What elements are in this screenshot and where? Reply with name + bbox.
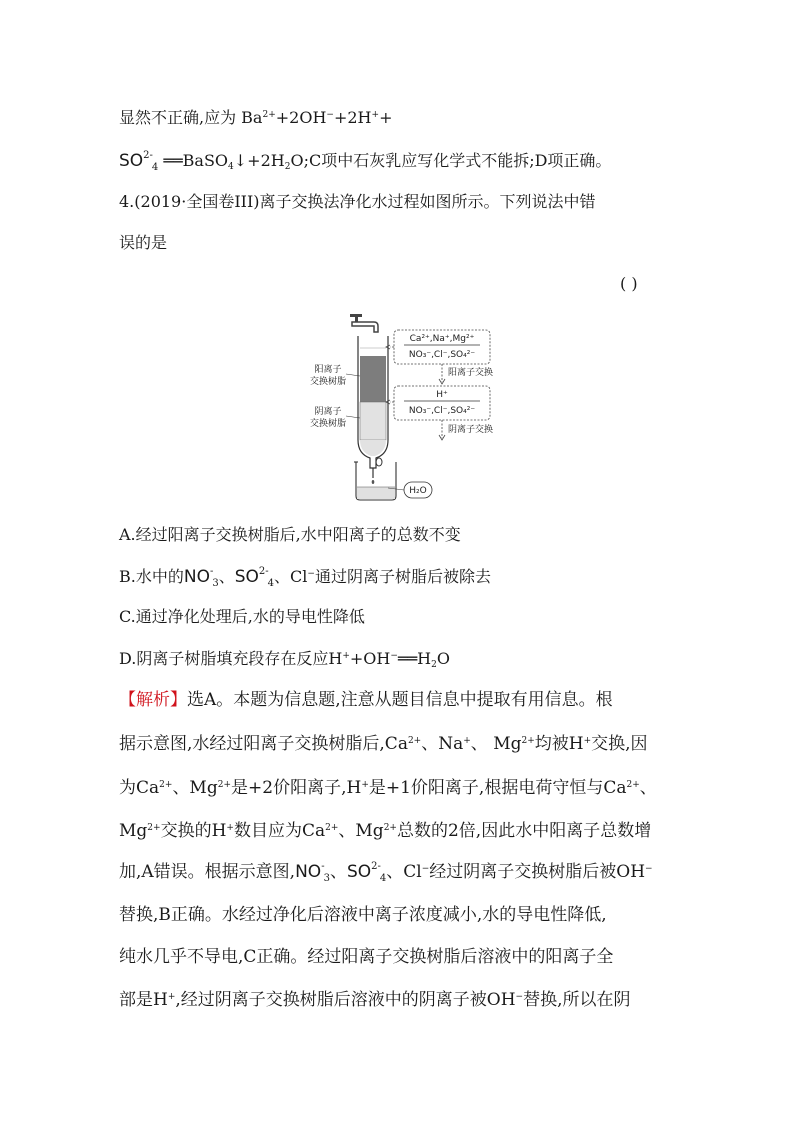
water-label: H₂O — [409, 486, 427, 496]
analysis-line-3: 为$Ca^{2+}$、$Mg^{2+}$是+2价阳离子,H+是+1价阳离子,根据电荷守恒与$Ca^{2+}$、 — [119, 778, 657, 798]
anion-exchange-step-label: 阴离子交换 — [448, 425, 494, 435]
text-line-1: 显然不正确,应为 $Ba^{2+}+2OH^-+2H^++$ — [119, 108, 393, 127]
ion-box-before-cations: Ca²⁺,Na⁺,Mg²⁺ — [409, 334, 475, 344]
analysis-line-8: 部是H+,经过阴离子交换树脂后溶液中的阴离子被OH−替换,所以在阴 — [119, 990, 631, 1010]
exchange-column — [358, 336, 388, 478]
faucet-icon — [350, 314, 378, 332]
option-d: D.阴离子树脂填充段存在反应$H^++OH^-══H_2O$ — [119, 649, 450, 670]
analysis-line-7: 纯水几乎不导电,C正确。经过阳离子交换树脂后溶液中的阳离子全 — [119, 947, 614, 967]
ion-box-after-cations: H⁺ — [436, 390, 448, 400]
cation-resin-label-2: 交换树脂 — [309, 377, 347, 387]
analysis-line-1: 【解析】选A。本题为信息题,注意从题目信息中提取有用信息。根 — [119, 690, 613, 710]
option-c: C.通过净化处理后,水的导电性降低 — [119, 607, 365, 626]
analysis-line-5: 加,A错误。根据示意图$,NO^-_3$、$SO^{2-}_4$、Cl−经过阴离子交换树脂后被OH− — [119, 861, 653, 884]
analysis-line-4: $Mg^{2+}$交换的H+数目应为$Ca^{2+}$、$Mg^{2+}$总数的2倍,因此水中阳离子总数增 — [119, 821, 652, 841]
analysis-line-6: 替换,B正确。水经过净化后溶液中离子浓度减小,水的导电性降低, — [119, 905, 607, 925]
question-4-line-2: 误的是 — [119, 233, 168, 252]
anion-resin-label-2: 交换树脂 — [309, 419, 347, 429]
ion-exchange-diagram — [300, 312, 500, 502]
anion-resin-segment — [360, 402, 386, 440]
option-a: A.经过阳离子交换树脂后,水中阳离子的总数不变 — [119, 525, 461, 544]
ion-box-after-anions: NO₃⁻,Cl⁻,SO₄²⁻ — [408, 406, 476, 416]
question-4-line-1: 4.(2019·全国卷III)离子交换法净化水过程如图所示。下列说法中错 — [119, 192, 596, 211]
analysis-tag: 【解析】 — [119, 690, 187, 710]
cation-resin-label-1: 阳离子 — [314, 365, 342, 375]
option-b: B.水中的$NO^-_3$、$SO^{2-}_4$、Cl−通过阴离子树脂后被除去 — [119, 566, 491, 589]
ion-box-before-anions: NO₃⁻,Cl⁻,SO₄²⁻ — [408, 350, 476, 360]
anion-resin-label-1: 阴离子 — [314, 407, 342, 417]
cation-resin-segment — [360, 356, 386, 402]
cation-exchange-step-label: 阳离子交换 — [448, 368, 494, 378]
answer-bracket: ( ) — [620, 274, 638, 293]
analysis-line-2: 据示意图,水经过阳离子交换树脂后$,Ca^{2+}$、Na+、 $Mg^{2+}$均被H+交换,因 — [119, 734, 648, 754]
text-line-2: $SO^{2-}_4$ $══BaSO_4↓+2H_2O;C$项中石灰乳应写化学式不能拆;D项正确。 — [119, 150, 612, 173]
